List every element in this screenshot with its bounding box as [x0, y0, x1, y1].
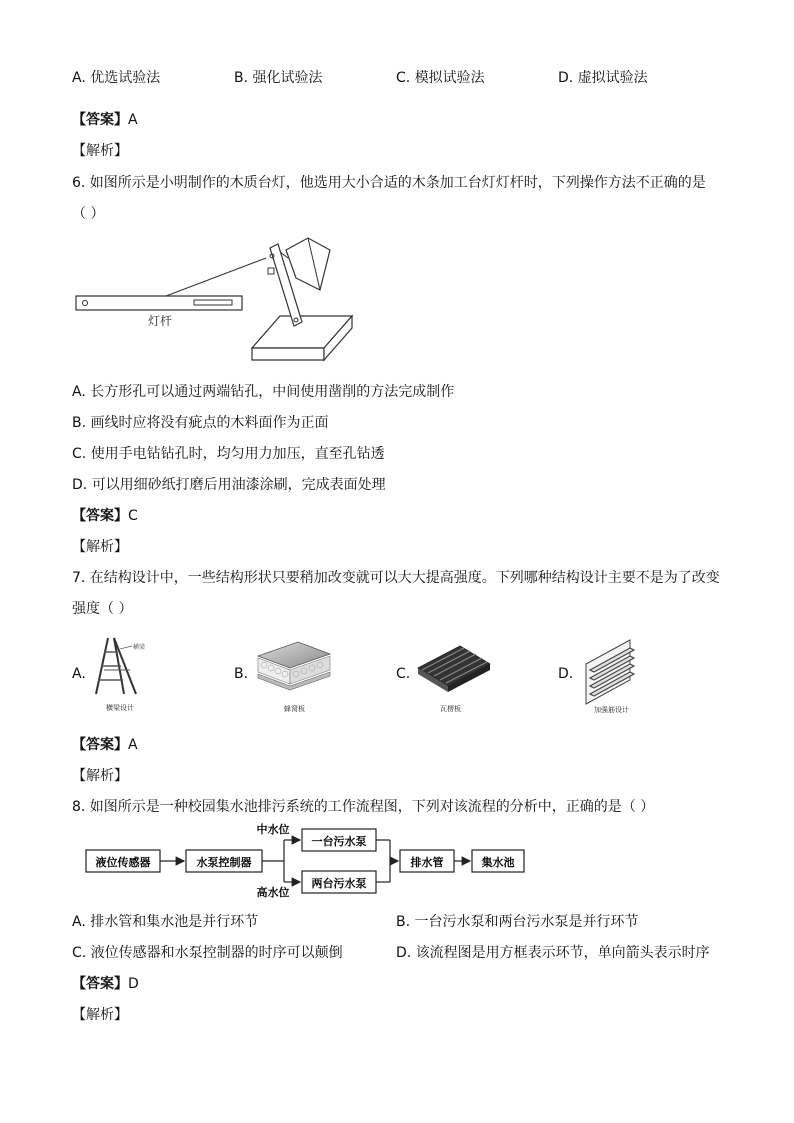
- q5-answer: 【答案】A: [72, 112, 138, 128]
- q6-option-b: B. 画线时应将没有疵点的木料面作为正面: [72, 415, 329, 431]
- q6-answer: 【答案】C: [72, 508, 138, 524]
- q7-corrugated-figure: [414, 640, 494, 716]
- q6-analysis: 【解析】: [72, 539, 128, 555]
- lamp-rod: [76, 296, 242, 310]
- q7-ladder-figure: [92, 634, 162, 714]
- q6-option-d: D. 可以用细砂纸打磨后用油漆涂刷，完成表面处理: [72, 477, 386, 493]
- q7-option-c-letter: C.: [396, 666, 411, 682]
- q8-stem: 8. 如图所示是一种校园集水池排污系统的工作流程图，下列对该流程的分析中，正确的是（ ）: [72, 799, 655, 815]
- q5-analysis: 【解析】: [72, 143, 128, 159]
- q5-option-c: C. 模拟试验法: [396, 70, 485, 86]
- q7-caption-b: 蜂窝板: [284, 705, 305, 713]
- q6-option-c: C. 使用手电钻钻孔时，均匀用力加压，直至孔钻透: [72, 446, 385, 462]
- q7-analysis: 【解析】: [72, 768, 128, 784]
- q8-option-d: D. 该流程图是用方框表示环节，单向箭头表示时序: [396, 945, 710, 961]
- q7-option-b-letter: B.: [234, 666, 249, 682]
- q8-analysis: 【解析】: [72, 1007, 128, 1023]
- q7-option-d-letter: D.: [558, 666, 574, 682]
- lamp-base-front: [252, 348, 324, 360]
- flow-pump-two-label: 两台污水泵: [311, 877, 367, 890]
- q7-rib-figure: [580, 634, 660, 716]
- q7-answer: 【答案】A: [72, 737, 138, 753]
- flow-sensor-label: 液位传感器: [95, 856, 151, 869]
- q8-option-a: A. 排水管和集水池是并行环节: [72, 914, 259, 930]
- q7-stem-line1: 7. 在结构设计中，一些结构形状只要稍加改变就可以大大提高强度。下列哪种结构设计主要不是为了改变: [72, 570, 720, 586]
- q7-caption-d: 加强筋设计: [594, 706, 629, 714]
- q6-option-a: A. 长方形孔可以通过两端钻孔，中间使用凿削的方法完成制作: [72, 384, 455, 400]
- lamp-shade: [286, 238, 330, 290]
- flow-pipe-label: 排水管: [410, 856, 444, 869]
- q8-option-c: C. 液位传感器和水泵控制器的时序可以颠倒: [72, 945, 343, 961]
- leader-line: [166, 258, 266, 296]
- q7-option-a-letter: A.: [72, 666, 86, 682]
- q6-lamp-figure: [70, 228, 370, 370]
- q6-stem-line1: 6. 如图所示是小明制作的木质台灯，他选用大小合适的木条加工台灯灯杆时，下列操作方法不正确的是: [72, 175, 706, 191]
- flow-controller-label: 水泵控制器: [196, 856, 252, 869]
- q8-flowchart: [80, 820, 540, 900]
- q5-option-d: D. 虚拟试验法: [558, 70, 648, 86]
- q8-answer: 【答案】D: [72, 976, 139, 992]
- q8-option-b: B. 一台污水泵和两台污水泵是并行环节: [396, 914, 639, 930]
- q7-caption-a: 横梁设计: [106, 704, 134, 712]
- q7-honeycomb-figure: [254, 636, 334, 716]
- q5-option-b: B. 强化试验法: [234, 70, 323, 86]
- flow-high-level-label: 高水位: [256, 886, 290, 899]
- q5-option-a: A. 优选试验法: [72, 70, 161, 86]
- lamp-rod-label: 灯杆: [148, 314, 173, 328]
- q6-stem-line2: （ ）: [72, 206, 105, 222]
- q7-stem-line2: 强度（ ）: [72, 601, 133, 617]
- ladder-beam-label: 横梁: [133, 644, 146, 651]
- q7-caption-c: 瓦楞板: [440, 705, 461, 713]
- flow-pool-label: 集水池: [481, 856, 515, 869]
- flow-mid-level-label: 中水位: [256, 823, 290, 836]
- flow-pump-one-label: 一台污水泵: [311, 835, 367, 848]
